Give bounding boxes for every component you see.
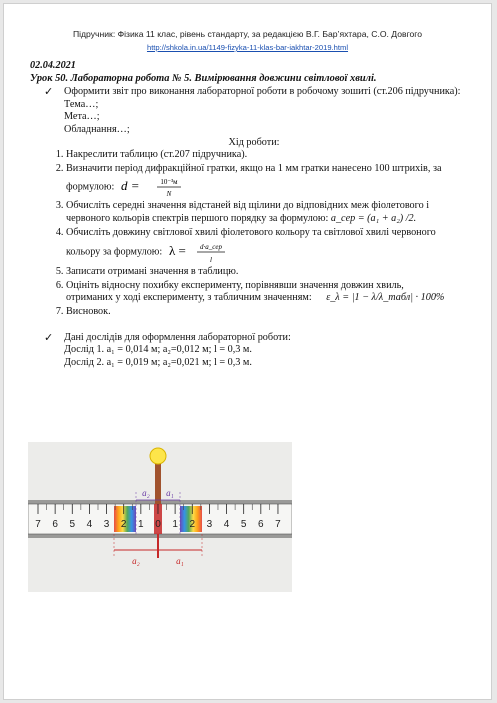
error-formula: ε_λ = |1 − λ/λ_табл| · 100%	[326, 292, 445, 304]
ruler-tick-label: 6	[52, 519, 58, 530]
ruler-tick-label: 3	[103, 519, 110, 530]
ruler-tick-label: 4	[223, 519, 230, 530]
data-section-title-row	[30, 332, 478, 345]
label-a2-top: a₂	[142, 488, 150, 498]
diffraction-ruler-figure	[28, 442, 292, 592]
step-2-text: Визначити період дифракційної гратки, якщо на 1 мм гратки нанесено 100 штрихів, за	[66, 162, 442, 174]
data-section-title: Дані дослідів для оформлення лабораторної роботи:	[64, 331, 291, 343]
step-4	[66, 227, 478, 266]
lesson-date: 02.04.2021	[30, 60, 76, 71]
ruler-tick-label: 7	[275, 519, 281, 530]
textbook-reference: Підручник: Фізика 11 клас, рівень стандарту, за редакцією В.Г. Бар’яхтара, С.О. Довгого	[72, 29, 423, 39]
progress-title: Хід роботи:	[228, 136, 280, 148]
step-4-formula-label: кольору за формулою:	[66, 246, 163, 258]
label-a1-bottom: a₁	[176, 556, 184, 566]
formula-lambda-lhs: λ =	[168, 243, 186, 259]
report-intro: Оформити звіт про виконання лабораторної роботи в робочому зошиті (ст.206 підручника):	[64, 86, 461, 98]
step-5-text: Записати отримані значення в таблицю.	[66, 266, 239, 278]
ruler-tick-label: 0	[155, 519, 161, 530]
average-formula: a_cep = (a₁ + a₂) /2.	[330, 212, 417, 224]
step-4-text: Обчисліть довжину світлової хвилі фіолетового кольору та світлової хвилі червоного	[66, 226, 436, 238]
step-6	[66, 280, 478, 305]
textbook-link[interactable]: http://shkola.in.ua/1149-fizyka-11-klas-bar-iakhtar-2019.html	[146, 43, 349, 52]
label-a2-bottom: a₂	[132, 556, 140, 566]
formula-lambda-denominator: l	[209, 256, 212, 265]
step-6-text: Оцініть відносну похибку експерименту, порівнявши значення довжин хвиль,	[66, 279, 404, 291]
experiment-1: Дослід 1. a₁ = 0,014 м; a₂=0,012 м; l = 0,3 м.	[64, 344, 252, 356]
ruler-tick-label: 2	[189, 519, 196, 530]
step-2	[66, 163, 478, 200]
step-1	[66, 149, 478, 162]
document-page	[3, 3, 492, 700]
step-6-formula-label: отриманих у ході експерименту, з табличним значенням:	[66, 292, 312, 304]
step-3-text: Обчисліть середні значення відстаней від щілини до відповідних меж фіолетового і	[66, 200, 430, 212]
wavelength-formula	[165, 239, 235, 265]
formula-d-numerator: 10⁻³м	[160, 178, 178, 187]
formula-lambda-numerator: d·a_cep	[199, 243, 222, 252]
page-header	[4, 29, 491, 52]
steps-list	[30, 149, 478, 318]
ruler-tick-label: 6	[258, 519, 264, 530]
report-field-topic: Тема…;	[64, 98, 99, 110]
checkmark-icon: ✓	[44, 86, 54, 99]
report-field-goal: Мета…;	[64, 111, 100, 123]
ruler-tick-label: 3	[206, 519, 213, 530]
step-5	[66, 266, 478, 279]
experiment-2: Дослід 2. a₁ = 0,019 м; a₂=0,021 м; l = 0,3 м.	[64, 356, 252, 368]
formula-d-lhs: d =	[120, 178, 140, 194]
step-3	[66, 200, 478, 225]
ruler-tick-label: 1	[138, 519, 144, 530]
step-3-formula-label: червоного кольорів спектрів першого порядку за формулою:	[66, 212, 329, 224]
step-7	[66, 306, 478, 319]
lesson-body	[30, 60, 478, 369]
checkmark-icon: ✓	[44, 331, 54, 344]
step-7-text: Висновок.	[66, 305, 111, 317]
formula-d-denominator: N	[166, 190, 172, 199]
lesson-title: Урок 50. Лабораторна робота № 5. Вимірювання довжини світлової хвилі.	[30, 72, 377, 84]
ruler-tick-label: 5	[69, 519, 76, 530]
step-2-formula-label: формулою:	[66, 181, 115, 193]
report-instruction	[30, 86, 478, 99]
report-field-equipment: Обладнання…;	[64, 123, 130, 135]
ruler-tick-label: 4	[86, 519, 93, 530]
lamp-icon	[150, 448, 166, 464]
ruler-tick-label: 1	[172, 519, 178, 530]
period-formula	[117, 175, 197, 199]
ruler-tick-label: 5	[240, 519, 247, 530]
step-1-text: Накреслити таблицю (ст.207 підручника).	[66, 149, 248, 161]
ruler-tick-label: 7	[35, 519, 41, 530]
ruler-tick-label: 2	[120, 519, 127, 530]
label-a1-top: a₁	[166, 488, 174, 498]
